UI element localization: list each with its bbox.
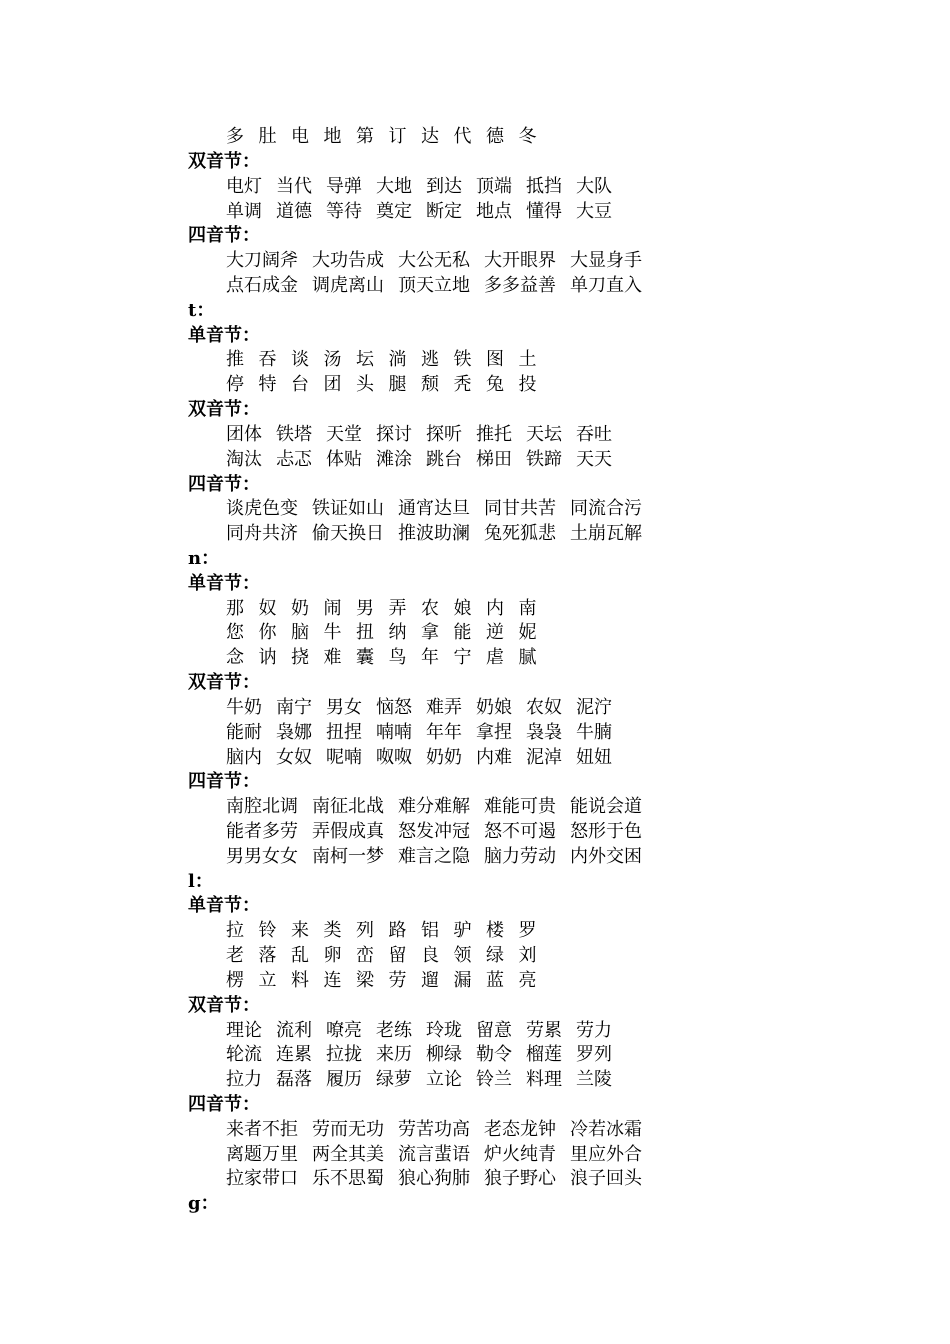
word-item: 劳力 <box>576 1019 612 1041</box>
section-heading: 四音节： <box>188 473 260 495</box>
word-row <box>226 943 551 968</box>
word-item: 地 <box>323 126 342 147</box>
word-item: 乱 <box>291 945 309 967</box>
word-item: 拉 <box>226 920 244 942</box>
word-item: 难分难解 <box>398 796 470 818</box>
word-item: 农 <box>421 597 439 619</box>
word-item: 劳 <box>388 969 407 991</box>
word-item: 里应外合 <box>570 1143 642 1165</box>
word-item: 第 <box>356 126 374 147</box>
word-item: 来 <box>291 920 309 942</box>
word-item: 兔死狐悲 <box>484 523 556 545</box>
word-item: 梯田 <box>476 448 512 470</box>
word-item: 牛腩 <box>576 721 612 743</box>
word-item: 绿 <box>486 945 504 967</box>
word-item: 罗列 <box>576 1044 612 1066</box>
word-item: 留意 <box>476 1019 512 1041</box>
word-item: 忐忑 <box>276 448 312 470</box>
word-item: 料 <box>291 969 309 991</box>
word-item: 狼心狗肺 <box>398 1168 470 1190</box>
word-item: 怒不可遏 <box>484 821 556 842</box>
word-row <box>226 174 626 199</box>
word-item: 弄假成真 <box>312 821 384 842</box>
word-item: 年年 <box>426 721 462 743</box>
word-item: 离题万里 <box>226 1143 298 1165</box>
word-item: 导弹 <box>326 175 362 197</box>
word-item: 劳而无功 <box>312 1118 384 1140</box>
section-heading: 双音节： <box>188 150 260 172</box>
word-item: 老态龙钟 <box>484 1118 556 1140</box>
word-item: 投 <box>518 374 537 396</box>
word-row <box>226 1042 626 1067</box>
word-item: 连 <box>323 969 342 991</box>
word-item: 头 <box>356 374 374 396</box>
word-item: 停 <box>226 374 244 396</box>
word-item: 特 <box>258 374 277 396</box>
word-item: 推托 <box>476 423 512 445</box>
word-item: 女奴 <box>276 746 312 768</box>
word-row <box>226 422 626 447</box>
word-item: 念 <box>226 647 244 669</box>
word-item: 偷天换日 <box>312 523 384 545</box>
word-row <box>226 199 626 224</box>
word-item: 讷 <box>258 647 277 669</box>
word-item: 等待 <box>326 200 362 222</box>
word-item: 劳累 <box>526 1019 562 1041</box>
word-item: 拉家带口 <box>226 1168 298 1190</box>
word-row <box>226 1142 656 1167</box>
word-item: 肚 <box>258 126 277 147</box>
word-item: 流言蜚语 <box>398 1143 470 1165</box>
word-item: 奶奶 <box>426 746 462 768</box>
word-item: 男 <box>356 597 374 619</box>
word-item: 南柯一梦 <box>312 845 384 867</box>
word-item: 探听 <box>426 423 462 445</box>
word-item: 履历 <box>326 1069 362 1091</box>
word-row <box>226 372 551 397</box>
word-item: 难言之隐 <box>398 845 470 867</box>
word-item: 淘汰 <box>226 448 262 470</box>
word-item: 卵 <box>323 945 342 967</box>
section-heading: g： <box>188 1193 219 1215</box>
section-heading: 单音节： <box>188 324 260 346</box>
word-item: 脑 <box>291 622 309 644</box>
word-item: 多 <box>226 126 244 147</box>
word-item: 亮 <box>518 969 537 991</box>
word-item: 良 <box>421 945 439 967</box>
word-item: 泥泞 <box>576 696 612 718</box>
section-heading: 四音节： <box>188 225 260 247</box>
word-row <box>226 124 551 149</box>
word-item: 类 <box>323 920 342 942</box>
word-item: 德 <box>486 126 504 147</box>
word-item: 当代 <box>276 175 312 197</box>
word-item: 调虎离山 <box>312 274 384 296</box>
word-item: 多多益善 <box>484 274 556 296</box>
word-item: 谈虎色变 <box>226 498 298 520</box>
word-item: 落 <box>258 945 277 967</box>
word-item: 能说会道 <box>570 796 642 818</box>
word-item: 抵挡 <box>526 175 562 197</box>
word-item: 宁 <box>453 647 472 669</box>
word-item: 两全其美 <box>312 1143 384 1165</box>
word-item: 能 <box>453 622 472 644</box>
word-item: 炉火纯青 <box>484 1143 556 1165</box>
word-item: 台 <box>291 374 309 396</box>
word-item: 磊落 <box>276 1069 312 1091</box>
word-item: 能者多劳 <box>226 821 298 842</box>
word-item: 点石成金 <box>226 274 298 296</box>
section-heading: 单音节： <box>188 895 260 917</box>
word-item: 南 <box>518 597 537 619</box>
word-item: 妮 <box>518 622 537 644</box>
section-heading: 单音节： <box>188 572 260 594</box>
word-item: 榴莲 <box>526 1044 562 1066</box>
section-heading: 四音节： <box>188 771 260 793</box>
word-item: 漏 <box>453 969 472 991</box>
word-item: 拿捏 <box>476 721 512 743</box>
word-item: 逆 <box>486 622 504 644</box>
word-item: 脑内 <box>226 746 262 768</box>
word-item: 难能可贵 <box>484 796 556 818</box>
word-item: 蓝 <box>486 969 504 991</box>
section-heading: 双音节： <box>188 672 260 693</box>
word-item: 顶端 <box>476 175 512 197</box>
word-item: 秃 <box>453 374 472 396</box>
word-item: 探讨 <box>376 423 412 445</box>
word-item: 代 <box>453 126 472 147</box>
word-item: 订 <box>388 126 407 147</box>
word-item: 团 <box>323 374 342 396</box>
word-item: 轮流 <box>226 1044 262 1066</box>
word-row <box>226 521 656 546</box>
word-item: 奴 <box>258 597 277 619</box>
word-item: 路 <box>388 920 407 942</box>
word-item: 土崩瓦解 <box>570 523 642 545</box>
word-item: 铁证如山 <box>312 498 384 520</box>
word-item: 来历 <box>376 1044 412 1066</box>
word-item: 乐不思蜀 <box>312 1168 384 1190</box>
word-item: 能耐 <box>226 721 262 743</box>
section-heading: t： <box>188 299 215 321</box>
word-item: 虐 <box>486 647 504 669</box>
word-row <box>226 1117 656 1142</box>
word-item: 难 <box>323 647 342 669</box>
word-item: 鸟 <box>388 647 407 669</box>
word-item: 玲珑 <box>426 1019 462 1041</box>
word-item: 团体 <box>226 423 262 445</box>
word-item: 大队 <box>576 175 612 197</box>
word-item: 老练 <box>376 1019 412 1041</box>
word-item: 奶娘 <box>476 696 512 718</box>
word-item: 滩涂 <box>376 448 412 470</box>
word-item: 道德 <box>276 200 312 222</box>
word-row <box>226 645 551 670</box>
word-item: 跳台 <box>426 448 462 470</box>
word-item: 铃 <box>258 920 277 942</box>
word-row <box>226 844 656 869</box>
word-item: 内难 <box>476 746 512 768</box>
word-item: 铁 <box>453 349 472 371</box>
word-item: 囊 <box>356 647 374 669</box>
word-item: 牛奶 <box>226 696 262 718</box>
word-item: 扭捏 <box>326 721 362 743</box>
word-item: 铝 <box>421 920 439 942</box>
word-item: 牛 <box>323 622 342 644</box>
word-item: 同流合污 <box>570 498 642 520</box>
word-item: 弄 <box>388 597 407 619</box>
word-row <box>226 447 626 472</box>
word-item: 绿萝 <box>376 1069 412 1091</box>
word-item: 料理 <box>526 1069 562 1091</box>
word-item: 电灯 <box>226 175 262 197</box>
word-item: 图 <box>486 349 504 371</box>
word-item: 南腔北调 <box>226 796 298 818</box>
word-item: 纳 <box>388 622 407 644</box>
word-item: 大显身手 <box>570 250 642 272</box>
word-item: 立论 <box>426 1069 462 1091</box>
word-item: 铃兰 <box>476 1069 512 1091</box>
word-item: 坛 <box>356 349 374 371</box>
word-item: 扭 <box>356 622 374 644</box>
word-item: 袅娜 <box>276 721 312 743</box>
word-item: 推波助澜 <box>398 523 470 545</box>
word-item: 您 <box>226 622 244 644</box>
word-item: 通宵达旦 <box>398 498 470 520</box>
word-item: 难弄 <box>426 696 462 718</box>
word-item: 南征北战 <box>312 796 384 818</box>
word-row <box>226 1067 626 1092</box>
section-heading: l： <box>188 870 213 892</box>
word-item: 拉力 <box>226 1069 262 1091</box>
word-item: 罗 <box>518 920 537 942</box>
word-item: 土 <box>518 349 537 371</box>
word-item: 断定 <box>426 200 462 222</box>
word-item: 喃喃 <box>376 721 412 743</box>
word-item: 体贴 <box>326 448 362 470</box>
word-item: 大刀阔斧 <box>226 250 298 272</box>
word-row <box>226 1166 656 1191</box>
word-item: 脑力劳动 <box>484 845 556 867</box>
word-row <box>226 1018 626 1043</box>
word-item: 闹 <box>323 597 342 619</box>
word-item: 勒令 <box>476 1044 512 1066</box>
word-item: 谈 <box>291 349 309 371</box>
section-heading: 双音节： <box>188 399 260 420</box>
word-item: 遛 <box>421 969 439 991</box>
word-item: 推 <box>226 349 244 371</box>
word-item: 你 <box>258 622 277 644</box>
word-item: 地点 <box>476 200 512 222</box>
word-item: 颓 <box>421 374 439 396</box>
word-item: 懂得 <box>526 200 562 222</box>
section-heading: 四音节： <box>188 1094 260 1115</box>
word-item: 理论 <box>226 1019 262 1041</box>
word-item: 冬 <box>518 126 537 147</box>
word-item: 腿 <box>388 374 407 396</box>
word-item: 泥淖 <box>526 746 562 768</box>
word-row <box>226 347 551 372</box>
word-item: 内 <box>486 597 504 619</box>
word-item: 大地 <box>376 175 412 197</box>
word-item: 那 <box>226 597 244 619</box>
word-item: 年 <box>421 647 439 669</box>
word-item: 铁塔 <box>276 423 312 445</box>
word-item: 娘 <box>453 597 472 619</box>
word-row <box>226 918 551 943</box>
word-item: 留 <box>388 945 407 967</box>
word-row <box>226 273 656 298</box>
word-row <box>226 794 656 819</box>
word-item: 列 <box>356 920 374 942</box>
word-item: 同甘共苦 <box>484 498 556 520</box>
section-heading: 双音节： <box>188 994 260 1016</box>
word-item: 领 <box>453 945 472 967</box>
word-item: 梁 <box>356 969 374 991</box>
word-item: 大公无私 <box>398 250 470 272</box>
word-row <box>226 620 551 645</box>
word-item: 吞吐 <box>576 423 612 445</box>
word-item: 单调 <box>226 200 262 222</box>
word-item: 连累 <box>276 1044 312 1066</box>
word-item: 奶 <box>291 597 309 619</box>
word-item: 刘 <box>518 945 537 967</box>
word-item: 楞 <box>226 969 244 991</box>
word-item: 呢喃 <box>326 746 362 768</box>
word-item: 奠定 <box>376 200 412 222</box>
word-item: 大豆 <box>576 200 612 222</box>
word-item: 同舟共济 <box>226 523 298 545</box>
word-row <box>226 745 626 770</box>
word-item: 冷若冰霜 <box>570 1118 642 1140</box>
word-row <box>226 496 656 521</box>
word-item: 天坛 <box>526 423 562 445</box>
word-row <box>226 968 551 993</box>
word-item: 柳绿 <box>426 1044 462 1066</box>
word-item: 单刀直入 <box>570 274 642 296</box>
word-item: 来者不拒 <box>226 1118 298 1140</box>
word-item: 呶呶 <box>376 746 412 768</box>
word-item: 汤 <box>323 349 342 371</box>
word-item: 兔 <box>486 374 504 396</box>
word-item: 浪子回头 <box>570 1168 642 1190</box>
word-item: 驴 <box>453 920 472 942</box>
word-item: 嘹亮 <box>326 1019 362 1041</box>
word-item: 逃 <box>421 349 439 371</box>
word-item: 铁蹄 <box>526 448 562 470</box>
section-heading: n： <box>188 547 220 569</box>
word-item: 内外交困 <box>570 845 642 867</box>
word-item: 大功告成 <box>312 250 384 272</box>
word-item: 峦 <box>356 945 374 967</box>
word-row <box>226 695 626 720</box>
word-item: 流利 <box>276 1019 312 1041</box>
word-item: 天天 <box>576 448 612 470</box>
word-item: 兰陵 <box>576 1069 612 1091</box>
word-item: 拉拢 <box>326 1044 362 1066</box>
word-row <box>226 248 656 273</box>
word-item: 楼 <box>486 920 504 942</box>
word-item: 淌 <box>388 349 407 371</box>
word-item: 顶天立地 <box>398 274 470 296</box>
word-item: 男女 <box>326 696 362 718</box>
word-item: 南宁 <box>276 696 312 718</box>
word-item: 腻 <box>518 647 537 669</box>
word-item: 恼怒 <box>376 696 412 718</box>
word-item: 到达 <box>426 175 462 197</box>
word-item: 拿 <box>421 622 439 644</box>
word-item: 妞妞 <box>576 746 612 768</box>
word-item: 大开眼界 <box>484 250 556 272</box>
word-item: 达 <box>421 126 439 147</box>
word-item: 吞 <box>258 349 277 371</box>
word-item: 怒发冲冠 <box>398 821 470 842</box>
word-item: 挠 <box>291 647 309 669</box>
word-row <box>226 720 626 745</box>
word-item: 农奴 <box>526 696 562 718</box>
word-item: 天堂 <box>326 423 362 445</box>
word-item: 立 <box>258 969 277 991</box>
word-row <box>226 819 656 844</box>
word-item: 劳苦功高 <box>398 1118 470 1140</box>
word-item: 袅袅 <box>526 721 562 743</box>
word-item: 老 <box>226 945 244 967</box>
word-item: 怒形于色 <box>570 821 642 842</box>
word-row <box>226 596 551 621</box>
word-item: 电 <box>291 126 309 147</box>
word-item: 狼子野心 <box>484 1168 556 1190</box>
word-item: 男男女女 <box>226 845 298 867</box>
